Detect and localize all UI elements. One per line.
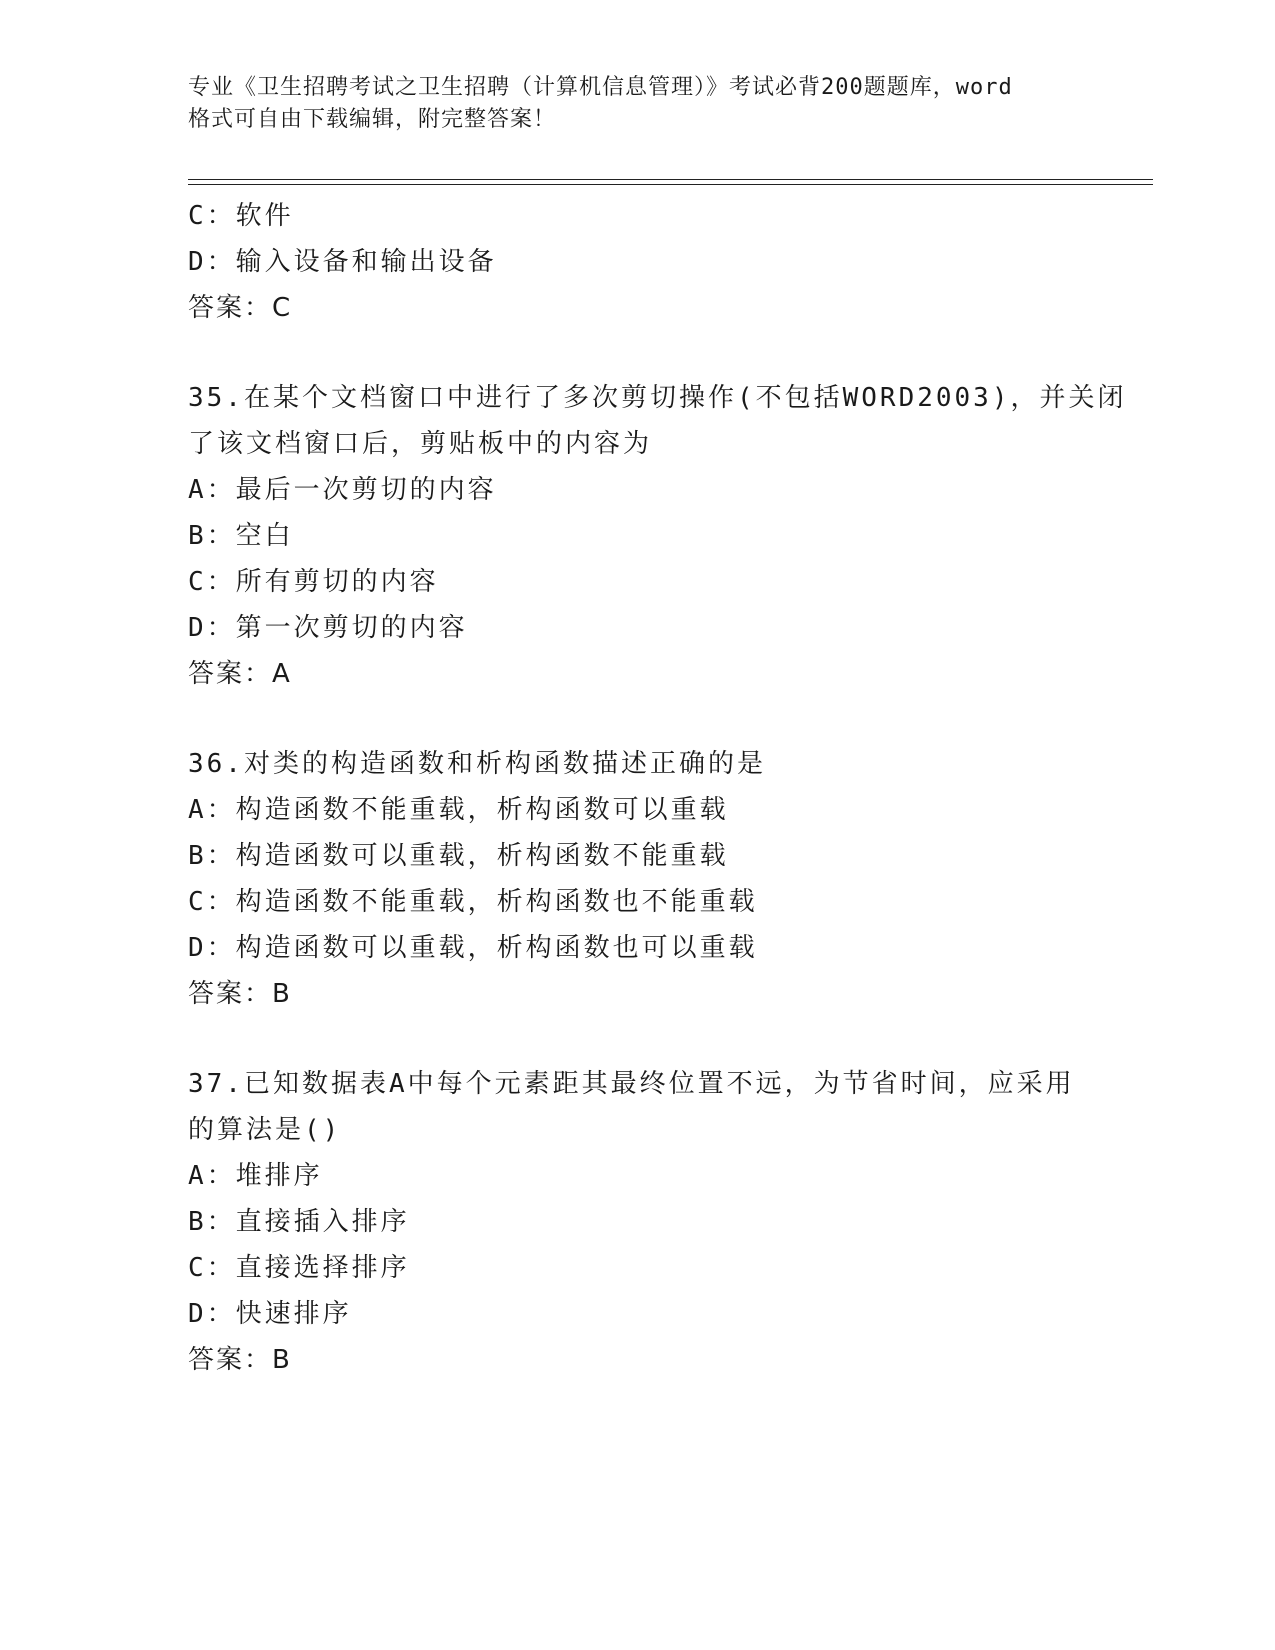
prev-question-block bbox=[188, 193, 1148, 331]
header-line-1: 专业《卫生招聘考试之卫生招聘（计算机信息管理）》考试必背200题题库，word bbox=[188, 75, 1013, 100]
question-stem-line-1: 35.在某个文档窗口中进行了多次剪切操作(不包括WORD2003)，并关闭 bbox=[188, 383, 1127, 413]
option-a: A：堆排序 bbox=[188, 1161, 323, 1191]
question-35 bbox=[188, 375, 1148, 697]
answer-line: 答案：B bbox=[188, 979, 292, 1009]
option-b: B：构造函数可以重载，析构函数不能重载 bbox=[188, 841, 729, 871]
question-stem-line-2: 了该文档窗口后，剪贴板中的内容为 bbox=[188, 429, 653, 459]
option-c: C：软件 bbox=[188, 201, 294, 231]
spacer bbox=[188, 1017, 1148, 1061]
option-a: A：最后一次剪切的内容 bbox=[188, 475, 497, 505]
answer-line: 答案：A bbox=[188, 659, 292, 689]
option-b: B：空白 bbox=[188, 521, 294, 551]
question-content bbox=[188, 193, 1148, 1383]
spacer bbox=[188, 331, 1148, 375]
header-divider-top bbox=[188, 179, 1153, 180]
question-37 bbox=[188, 1061, 1148, 1383]
document-header bbox=[188, 72, 1088, 136]
spacer bbox=[188, 697, 1148, 741]
question-stem-line-2: 的算法是() bbox=[188, 1115, 342, 1145]
header-divider-bottom bbox=[188, 184, 1153, 185]
option-c: C：直接选择排序 bbox=[188, 1253, 410, 1283]
option-d: D：构造函数可以重载，析构函数也可以重载 bbox=[188, 933, 758, 963]
option-d: D：快速排序 bbox=[188, 1299, 352, 1329]
answer-line: 答案：C bbox=[188, 293, 293, 323]
question-stem-line-1: 37.已知数据表A中每个元素距其最终位置不远，为节省时间，应采用 bbox=[188, 1069, 1075, 1099]
option-d: D：输入设备和输出设备 bbox=[188, 247, 497, 277]
answer-line: 答案：B bbox=[188, 1345, 292, 1375]
option-c: C：所有剪切的内容 bbox=[188, 567, 439, 597]
option-b: B：直接插入排序 bbox=[188, 1207, 410, 1237]
option-a: A：构造函数不能重载，析构函数可以重载 bbox=[188, 795, 729, 825]
question-36 bbox=[188, 741, 1148, 1017]
option-d: D：第一次剪切的内容 bbox=[188, 613, 468, 643]
question-stem-line-1: 36.对类的构造函数和析构函数描述正确的是 bbox=[188, 749, 766, 779]
option-c: C：构造函数不能重载，析构函数也不能重载 bbox=[188, 887, 758, 917]
header-line-2: 格式可自由下载编辑，附完整答案！ bbox=[188, 107, 557, 132]
